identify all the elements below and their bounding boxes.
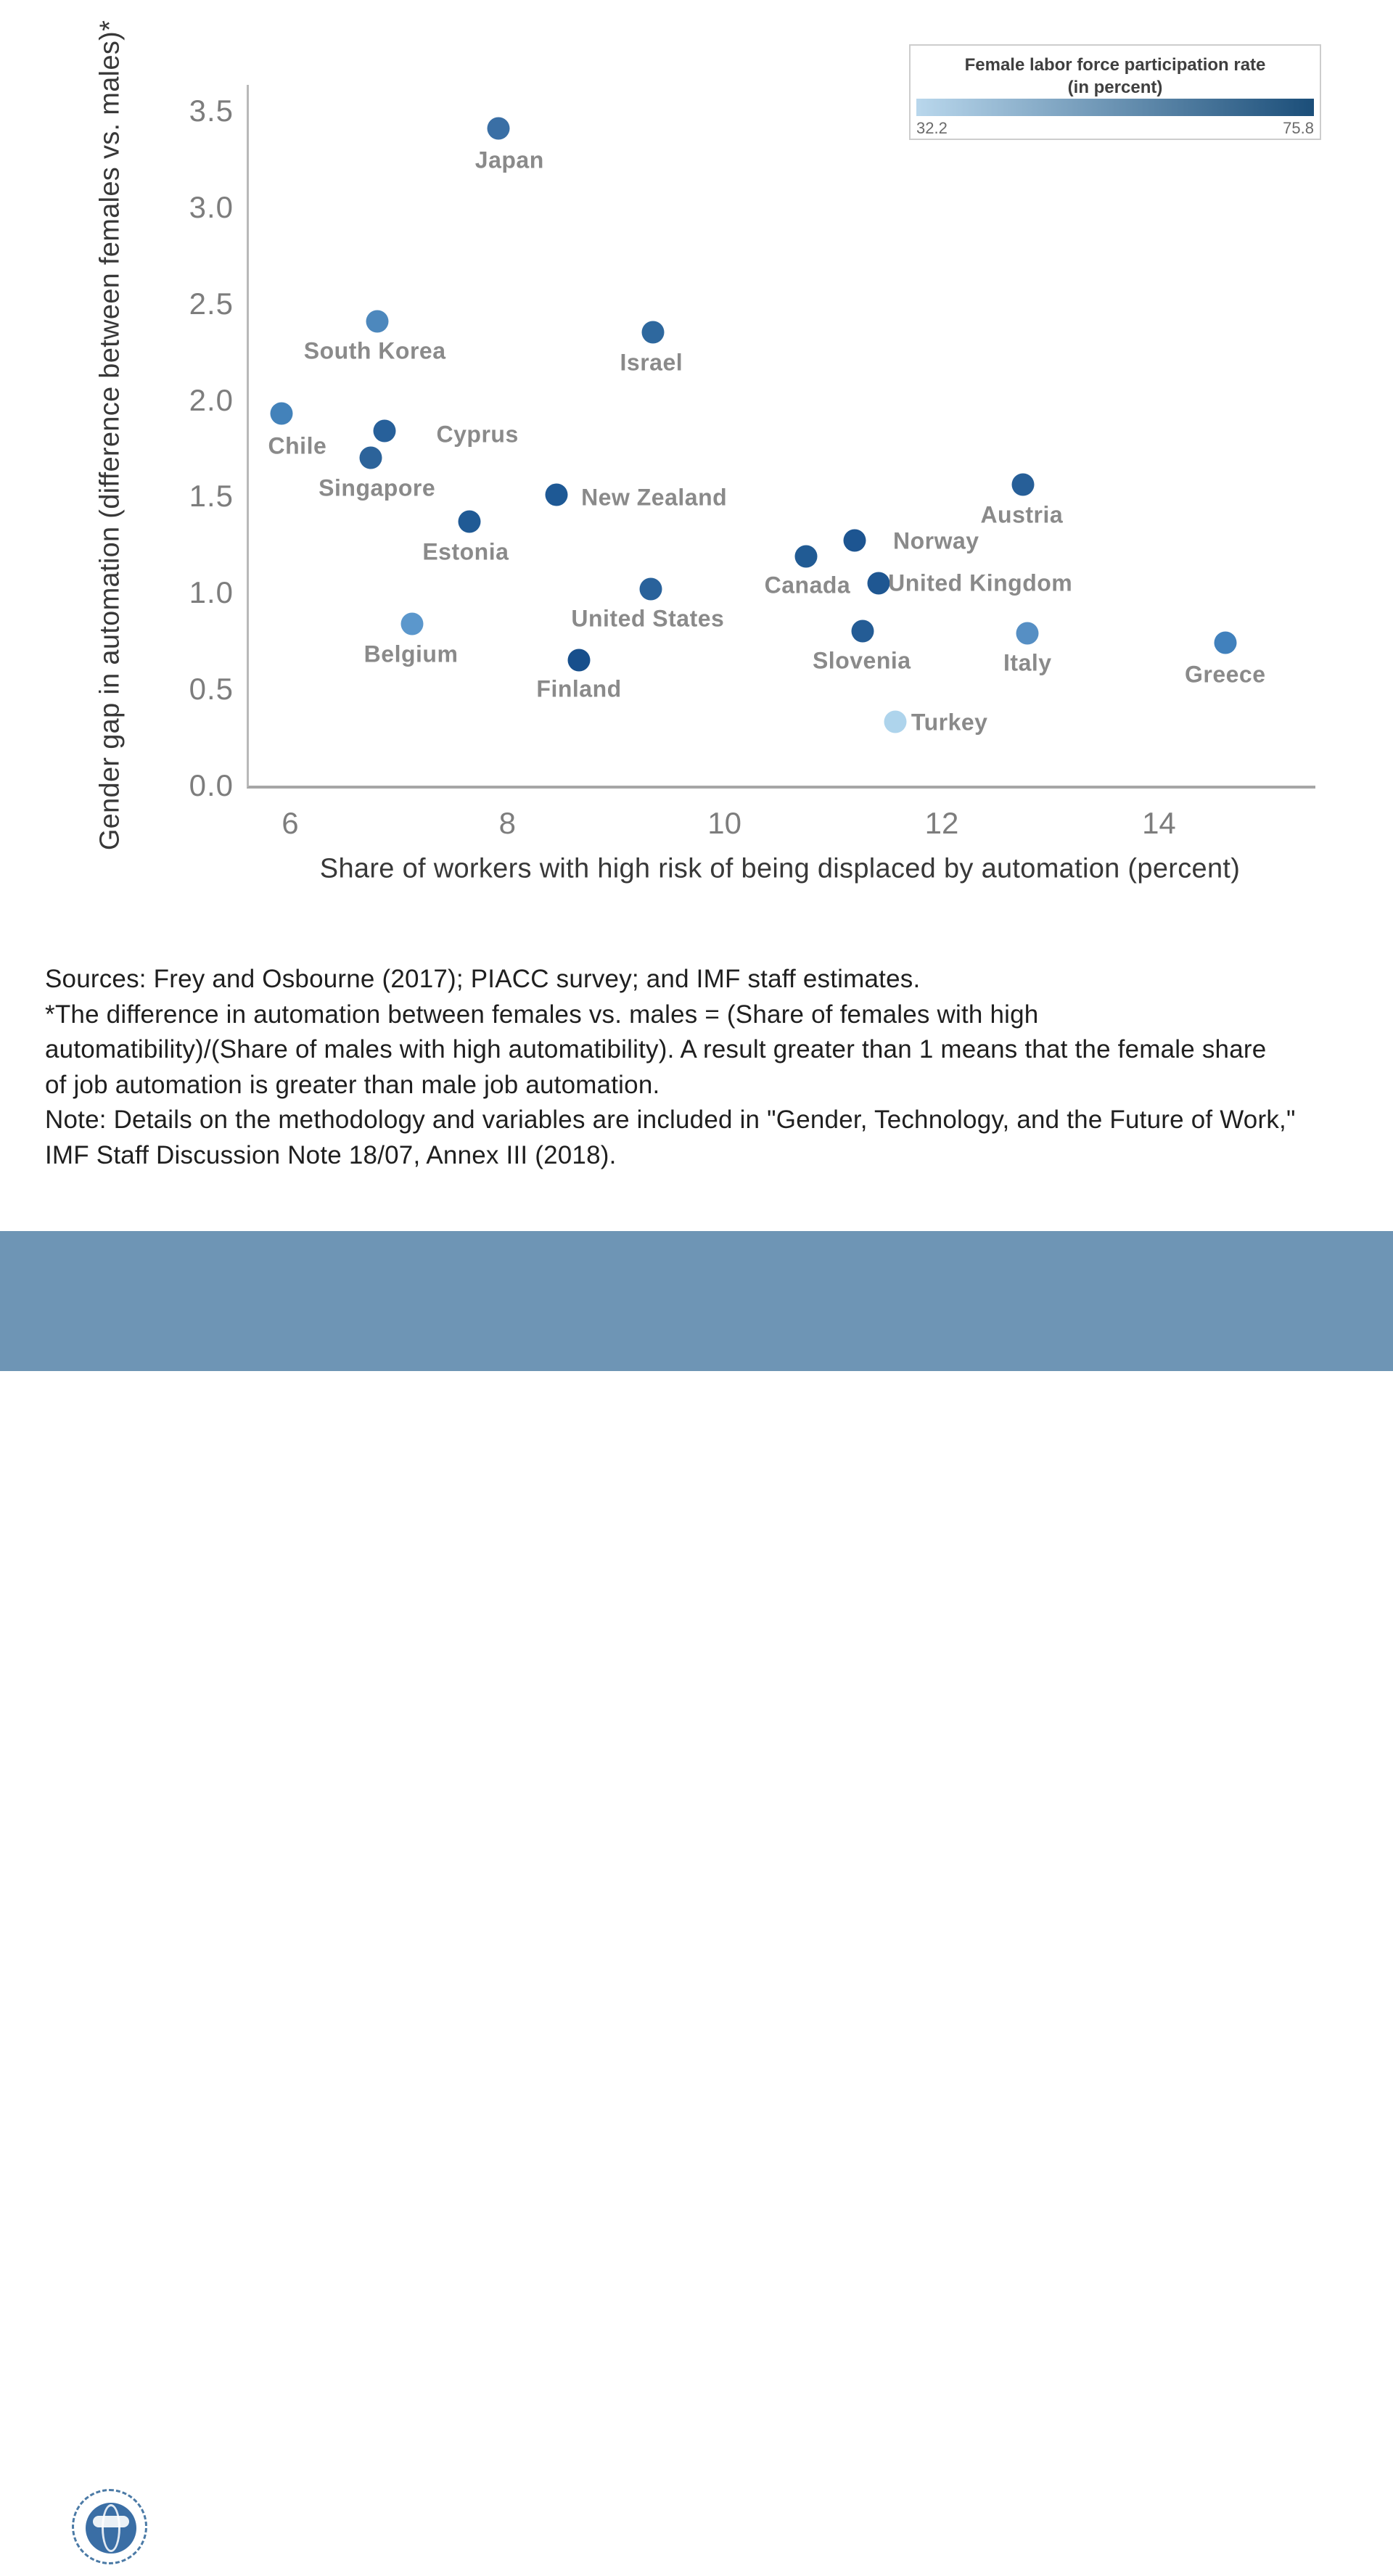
data-label-united-kingdom: United Kingdom [888,569,1073,596]
data-label-south-korea: South Korea [303,337,446,364]
data-point-slovenia[interactable] [851,620,874,643]
data-point-united-states[interactable] [639,577,662,600]
data-label-italy: Italy [1003,649,1052,676]
data-label-slovenia: Slovenia [812,647,911,674]
data-label-finland: Finland [536,675,622,702]
data-point-canada[interactable] [794,545,817,567]
data-point-new-zealand[interactable] [545,483,567,506]
data-point-italy[interactable] [1016,622,1039,645]
x-tick-12: 12 [924,806,959,840]
imf-logo-globe [86,2503,136,2554]
y-tick-0.5: 0.5 [189,672,234,707]
x-tick-14: 14 [1142,806,1176,840]
note-line-sources: Sources: Frey and Osbourne (2017); PIACC survey; and IMF staff estimates. [45,965,921,993]
y-tick-3.0: 3.0 [189,189,234,224]
note-line-note1: Note: Details on the methodology and variables are included in "Gender, Technology, and the Future of Work," [45,1106,1296,1134]
legend-min-value: 32.2 [916,119,948,137]
data-point-cyprus[interactable] [374,420,396,443]
note-line-footnote2: automatibility)/(Share of males with high automatibility). A result greater than 1 means that the female share [45,1035,1267,1063]
data-label-norway: Norway [892,527,979,554]
data-point-turkey[interactable] [884,711,906,733]
legend-subtitle: (in percent) [1067,78,1163,97]
data-label-estonia: Estonia [422,538,509,565]
note-line-note2: IMF Staff Discussion Note 18/07, Annex III (2018). [45,1140,617,1169]
x-tick-10: 10 [707,806,741,840]
data-label-canada: Canada [764,572,851,598]
data-point-chile[interactable] [270,403,292,425]
data-label-turkey: Turkey [911,709,988,736]
data-label-belgium: Belgium [363,641,459,667]
data-label-new-zealand: New Zealand [581,484,728,511]
plot-area [247,85,1315,789]
data-point-austria[interactable] [1012,474,1035,496]
legend-title: Female labor force participation rate [964,55,1266,75]
imf-logo-icon [63,2480,159,2576]
legend-gradient-bar [916,99,1314,116]
legend-max-value: 75.8 [1283,119,1314,137]
data-point-norway[interactable] [844,530,866,552]
data-label-cyprus: Cyprus [436,421,519,448]
data-point-belgium[interactable] [400,612,423,635]
x-tick-6: 6 [282,806,299,840]
footer-org-name-line1: INTERNATIONAL [181,2495,445,2527]
data-point-estonia[interactable] [458,510,480,532]
data-point-finland[interactable] [568,649,591,672]
data-point-south-korea[interactable] [366,310,388,332]
footer-org-name-line2: MONETARY FUND [181,2530,461,2561]
x-tick-8: 8 [498,806,516,840]
y-tick-2.0: 2.0 [189,382,234,417]
source-notes [45,962,1365,1173]
data-label-chile: Chile [268,432,327,459]
data-point-singapore[interactable] [359,447,382,469]
y-tick-2.5: 2.5 [189,286,234,321]
data-label-austria: Austria [980,501,1064,528]
data-point-japan[interactable] [488,117,510,139]
data-label-israel: Israel [620,349,683,376]
data-point-greece[interactable] [1214,632,1236,654]
y-tick-3.5: 3.5 [189,93,234,128]
note-line-footnote3: of job automation is greater than male job automation. [45,1070,660,1099]
y-tick-1.0: 1.0 [189,575,234,610]
data-label-japan: Japan [474,147,544,173]
x-axis-title: Share of workers with high risk of being displaced by automation (percent) [319,853,1241,884]
legend-female-lfpr [909,44,1321,140]
y-tick-1.5: 1.5 [189,479,234,514]
data-label-united-states: United States [571,605,725,632]
data-label-greece: Greece [1184,661,1266,688]
imf-footer-band [0,1231,1393,2561]
data-label-singapore: Singapore [319,474,436,501]
y-axis-title: Gender gap in automation (difference between females vs. males)* [94,20,126,851]
data-point-israel[interactable] [641,321,664,344]
y-tick-0.0: 0.0 [189,768,234,802]
data-point-united-kingdom[interactable] [868,572,890,594]
note-line-footnote1: *The difference in automation between females vs. males = (Share of females with high [45,1000,1039,1029]
